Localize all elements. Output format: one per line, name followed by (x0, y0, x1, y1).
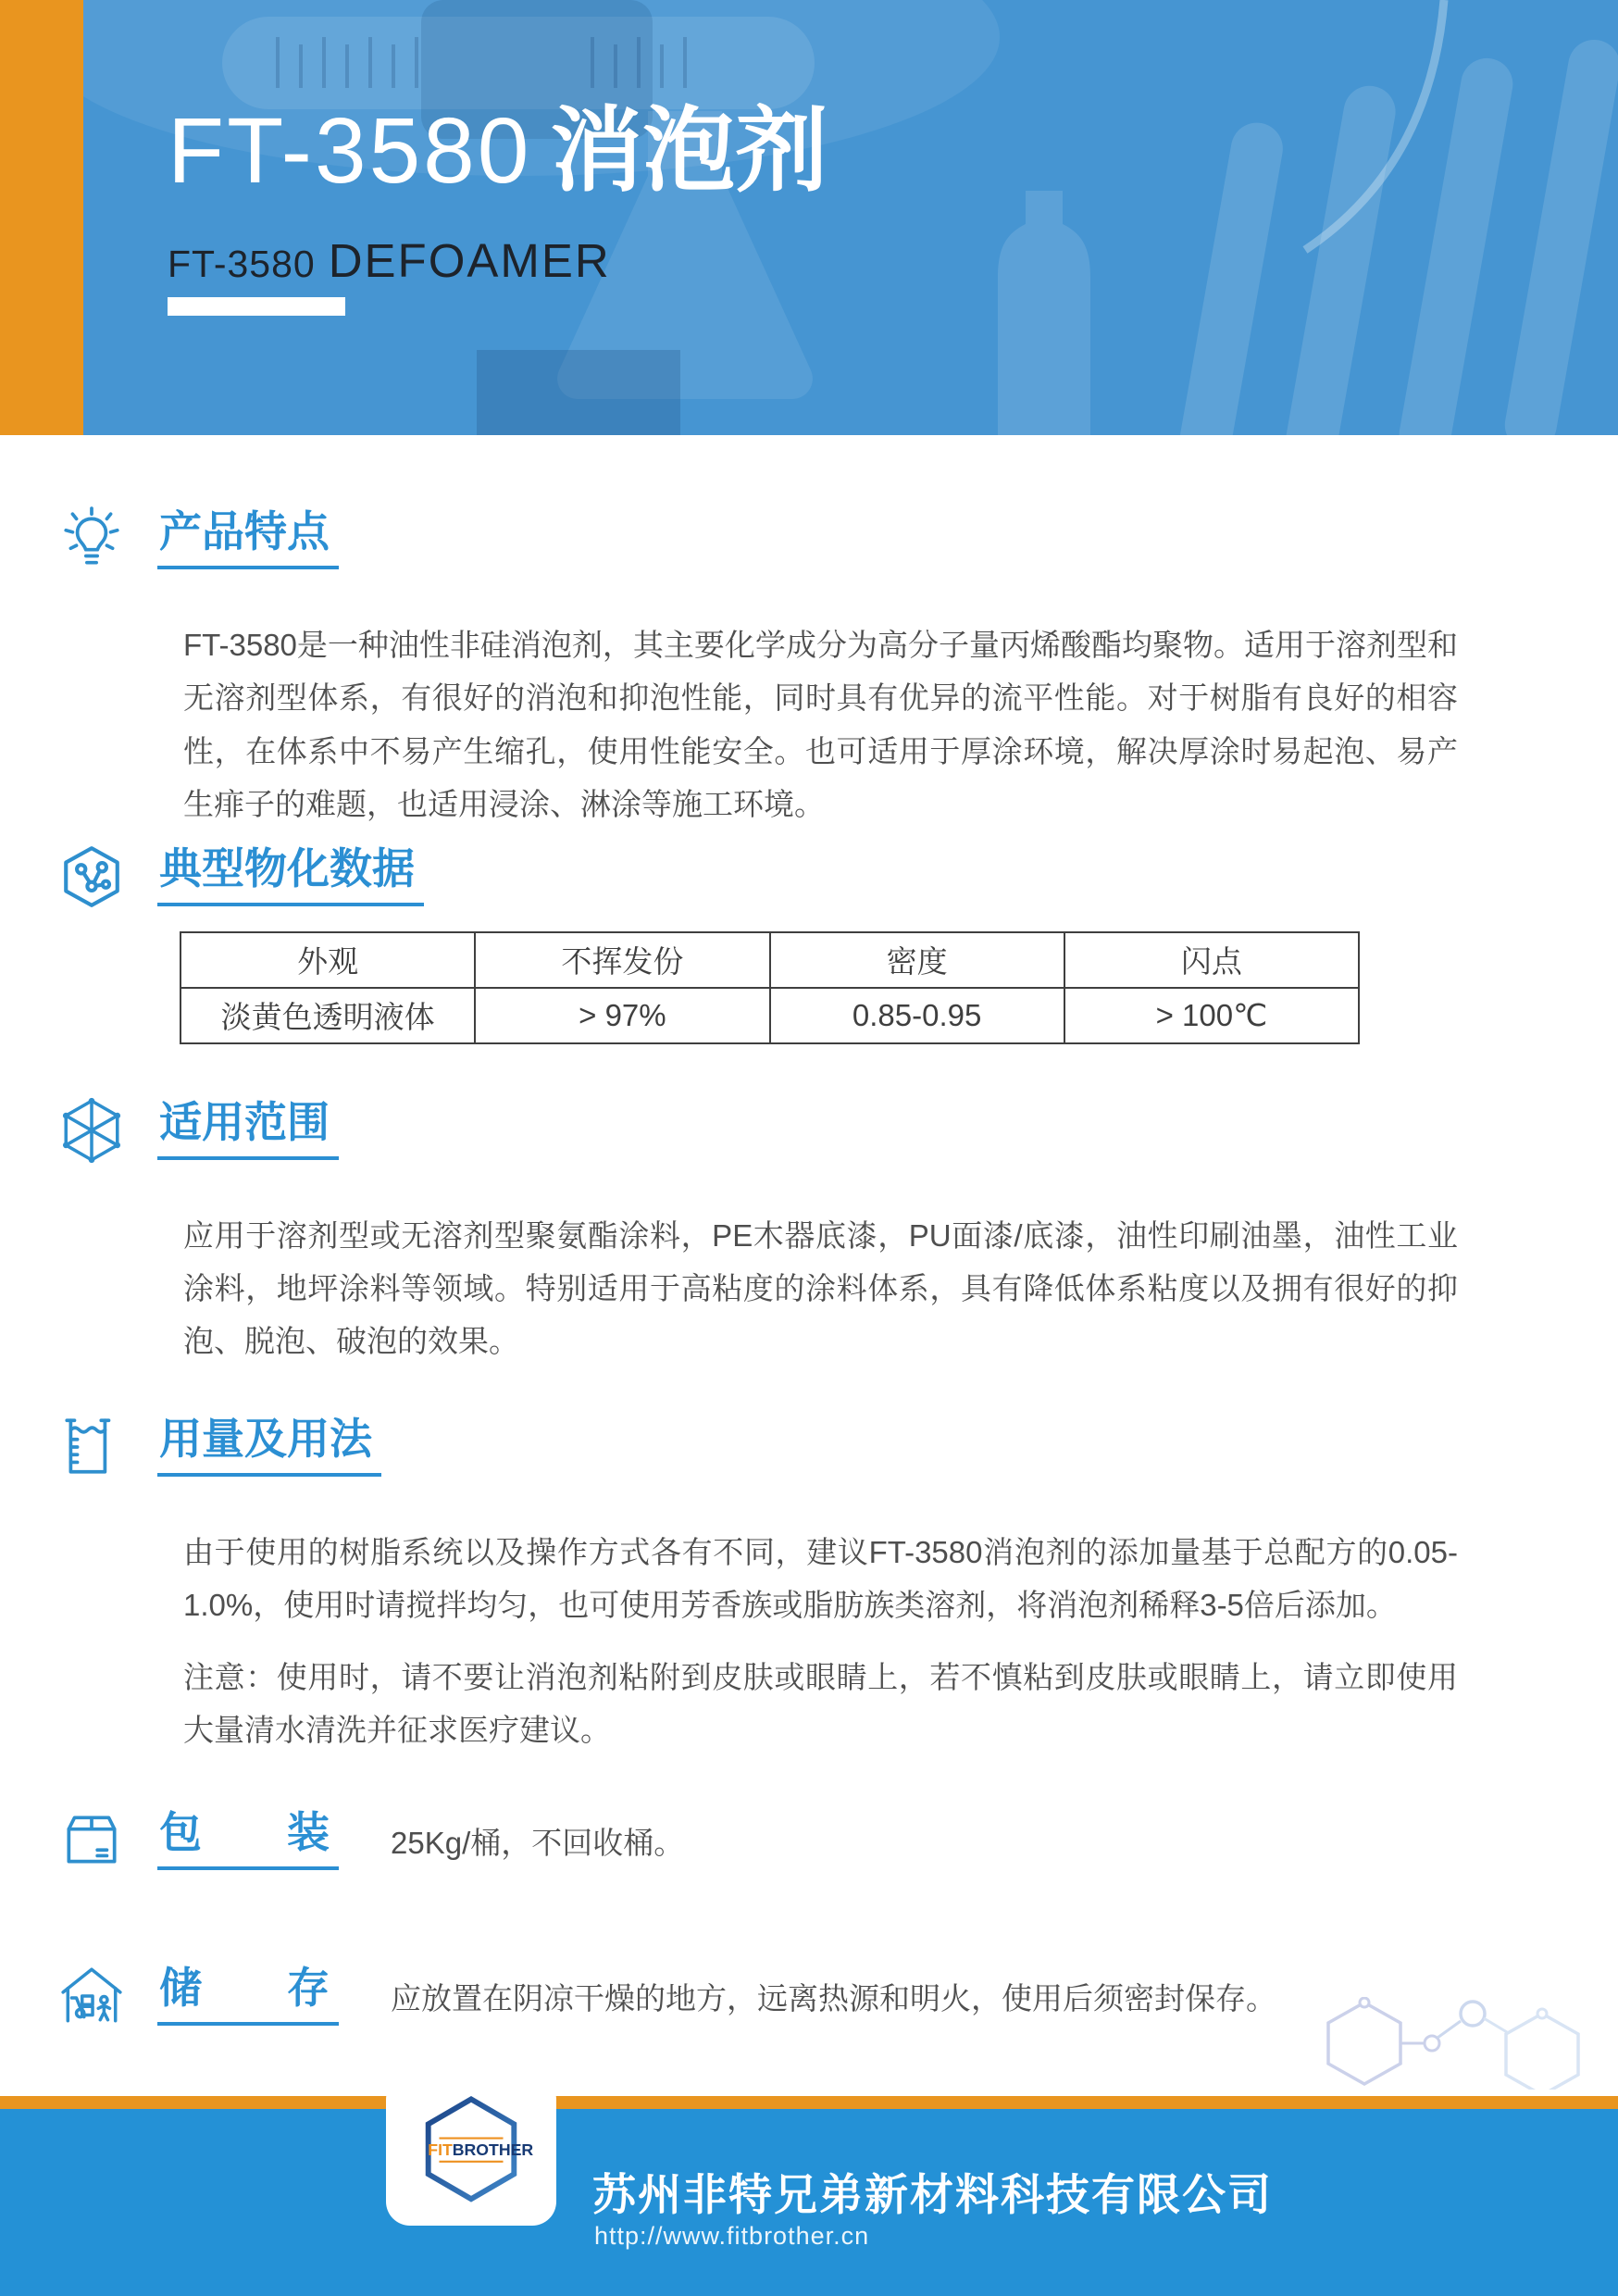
table-data-cell: > 97% (475, 988, 769, 1043)
lab-glassware-art (0, 0, 1618, 435)
table-header-cell: 外观 (180, 932, 475, 988)
company-name: 苏州非特兄弟新材料科技有限公司 (592, 2170, 1273, 2219)
page-title (168, 100, 828, 202)
section-product-features (0, 505, 1618, 831)
table-row (180, 988, 1359, 1043)
section-physical-data (0, 842, 1618, 1044)
product-name-cn: 消泡剂 (550, 99, 828, 203)
section-body: 应用于溶剂型或无溶剂型聚氨酯涂料，PE木器底漆，PU面漆/底漆，油性印刷油墨，油性工业涂料，地坪涂料等领域。特别适用于高粘度的涂料体系，具有降低体系粘度以及拥有很好的抑泡、脱泡、破泡的效果。 (183, 1217, 1458, 1359)
lightbulb-icon (57, 505, 126, 574)
molecule-decoration-icon (1300, 1997, 1605, 2094)
table-data-cell: 淡黄色透明液体 (180, 988, 475, 1043)
section-dosage-usage (0, 1413, 1618, 1757)
section-body: 25Kg/桶，不回收桶。 (391, 1825, 685, 1860)
product-code: FT-3580 (168, 99, 532, 203)
table-header-cell: 不挥发份 (475, 932, 769, 988)
footer-orange-bar (0, 2096, 1618, 2109)
table-header-row (180, 932, 1359, 988)
table-header-cell: 密度 (770, 932, 1064, 988)
package-icon (57, 1806, 126, 1875)
section-heading: 用量及用法 (157, 1417, 381, 1477)
page-subtitle (168, 233, 611, 288)
table-header-cell: 闪点 (1064, 932, 1359, 988)
section-packaging (0, 1806, 1618, 1875)
usage-warning-note: 注意：使用时，请不要让消泡剂粘附到皮肤或眼睛上，若不慎粘到皮肤或眼睛上，请立即使用大量清水清洗并征求医疗建议。 (183, 1659, 1458, 1748)
table-data-cell: 0.85-0.95 (770, 988, 1064, 1043)
section-body: FT-3580是一种油性非硅消泡剂，其主要化学成分为高分子量丙烯酸酯均聚物。适用于溶剂型和无溶剂型体系，有很好的消泡和抑泡性能，同时具有优异的流平性能。对于树脂有良好的相容性，在体系中不易产生缩孔，使用性能安全。也可适用于厚涂环境，解决厚涂时易起泡、易产生痱子的难题，也适用浸涂、淋涂等施工环境。 (183, 628, 1458, 822)
footer-url[interactable]: http://www.fitbrother.cn (594, 2222, 870, 2250)
physical-data-table (180, 931, 1360, 1044)
section-heading: 典型物化数据 (157, 847, 424, 906)
cube-icon (57, 1096, 126, 1165)
left-accent-stripe (0, 0, 83, 435)
warehouse-icon (57, 1962, 126, 2030)
logo-text-fit: FIT (428, 2140, 453, 2160)
footer (0, 2109, 1618, 2296)
section-heading: 包 装 (157, 1811, 339, 1870)
title-underline-bar (168, 297, 345, 316)
section-body: 应放置在阴凉干燥的地方，远离热源和明火，使用后须密封保存。 (391, 1980, 1276, 2015)
subtitle-word: DEFOAMER (328, 234, 611, 287)
molecule-icon (57, 842, 126, 911)
section-heading: 适用范围 (157, 1101, 339, 1160)
table-data-cell: > 100℃ (1064, 988, 1359, 1043)
subtitle-model: FT-3580 (168, 243, 316, 285)
fitbrother-hexagon-icon (397, 2088, 545, 2214)
brand-logo (386, 2076, 556, 2226)
section-heading: 储 存 (157, 1966, 339, 2026)
section-heading: 产品特点 (157, 510, 339, 569)
beaker-icon (57, 1413, 126, 1481)
section-application-scope (0, 1096, 1618, 1368)
logo-text-brother: BROTHER (452, 2140, 534, 2160)
section-body: 由于使用的树脂系统以及操作方式各有不同，建议FT-3580消泡剂的添加量基于总配方的0.05-1.0%，使用时请搅拌均匀，也可使用芳香族或脂肪族类溶剂，将消泡剂稀释3-5倍后添加。 (183, 1534, 1458, 1623)
hero-banner (0, 0, 1618, 435)
